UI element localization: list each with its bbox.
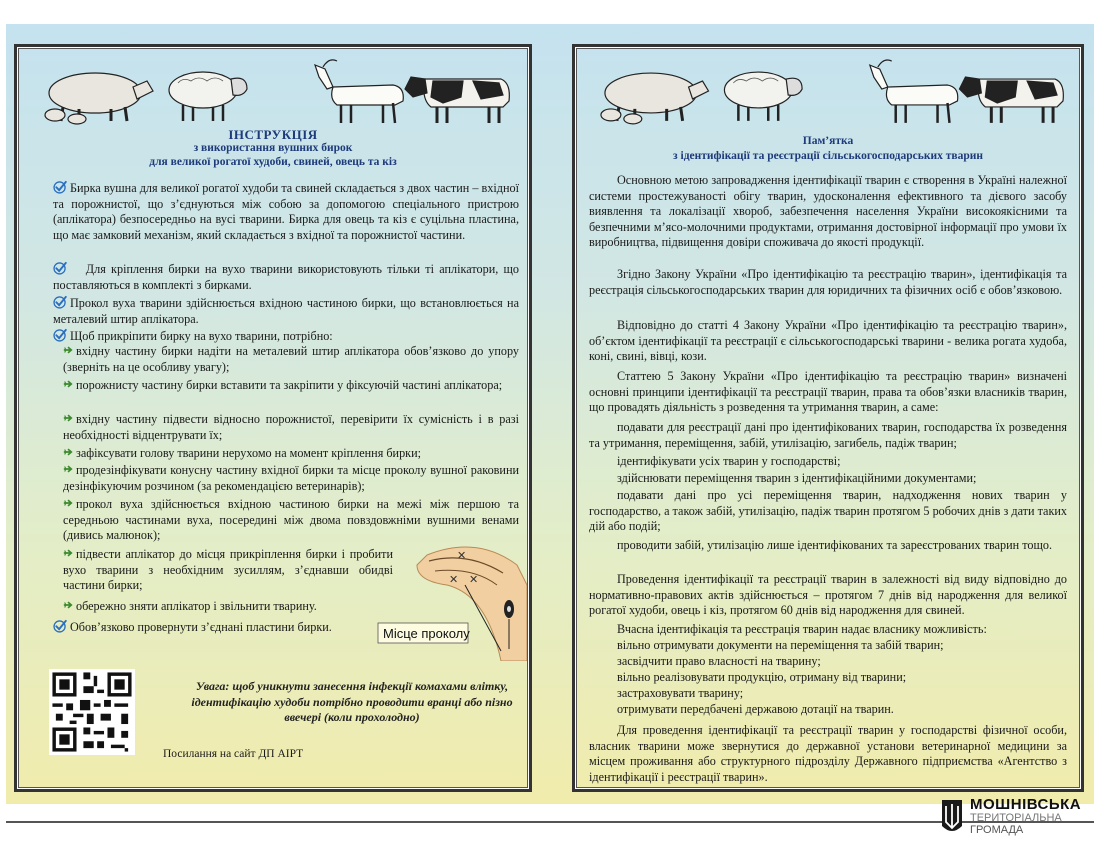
check-icon [53,261,67,275]
arrow-bullet-icon [63,413,73,423]
memo-paragraph: Статтею 5 Закону України «Про ідентифікацію та реєстрацію тварин» визначені основні принципи ідентифікації та реєстрації тварин, права та обов’язки власників тварин, що провадять діяльність з розведення та утримання тварин, а саме: [589,369,1067,415]
arrow-bullet-icon [63,600,73,610]
check-icon [53,619,67,633]
svg-text:✕: ✕ [449,574,459,586]
warning-note: Увага: щоб уникнути занесення інфекції комахами влітку, ідентифікацію худоби потрібно проводити вранці або пізно ввечері (коли прохолодно) [191,679,513,724]
memo-paragraph: ідентифікувати усіх тварин у господарстві; [617,454,841,468]
logo-line-1: МОШНІВСЬКА [970,796,1082,813]
ear-label: Місце проколу [383,626,470,641]
arrow-bullet-icon [63,345,73,355]
paragraph-applicators [53,261,519,293]
page-bottom-line [6,821,1094,823]
step-list-item [63,547,393,594]
logo-line-2: ТЕРИТОРІАЛЬНА [970,812,1062,824]
leaflet-sheet [6,24,1094,804]
check-icon [53,328,67,342]
memo-paragraph: Згідно Закону України «Про ідентифікацію та реєстрацію тварин», ідентифікація та реєстрація сільськогосподарських тварин для юридичних та фізичних осіб є обов’язковою. [589,267,1067,297]
svg-text:✕: ✕ [469,574,479,586]
step-list-item [63,344,519,375]
step-list-item [63,378,519,394]
check-icon [53,295,67,309]
arrow-bullet-icon [63,498,73,508]
memo-paragraph: здійснювати переміщення тварин з ідентифікаційними документами; [617,471,977,485]
instruction-panel [14,44,532,792]
memo-final-paragraph: Для проведення ідентифікації та реєстрації тварин у господарстві фізичної особи, власник тварини може звернутися до державної установи ветеринарної медицини за місцем проживання або структурного підрозділу Державного підприємства «Агентство з ідентифікації і реєстрації тварин». [589,723,1067,784]
step-text: продезінфікувати конусну частину вхідної бирки та місце проколу вушної раковини дезінфікуючим розчином (за рекомендацією ветеринарів); [63,463,519,493]
step-list-item [63,412,519,443]
paragraph-text: Бирка вушна для великої рогатої худоби та свиней складається з двох частин – вхідної та порожнистої, що з’єднуються між собою за допомогою спеціального пристрою (аплікатора) безпосередньо на вусі тварини. Бирка для овець та кіз є суцільна пластина, що має замковий механізм, який складається з вхідної та порожнистої частини. [53,181,519,242]
ear-diagram [377,525,527,661]
possibility-item: застраховувати тварину; [617,686,744,700]
step-list-item [63,463,519,494]
step-text: прокол вуха здійснюється вхідною частиною бирки на межі між першою та середньою частинами вуха, посередині між двома повздовжніми вушними венами (дивись малюнок); [63,497,519,543]
memo-paragraph: проводити забій, утилізацію лише ідентифікованих та зареєстрованих тварин тощо. [617,538,1052,552]
arrow-bullet-icon [63,548,73,558]
farm-animals-illustration [589,57,1067,127]
check-icon [53,180,67,194]
farm-animals-illustration [31,57,515,127]
step-text: вхідну частину бирки надіти на металевий штир аплікатора обов’язково до упору (зверніть на це особливу увагу); [63,344,519,374]
instruction-title: ІНСТРУКЦІЯ [228,127,318,142]
memo-paragraph: Проведення ідентифікації та реєстрації тварин в залежності від виду відповідно до нормативно-правових актів здійснюється – протягом 7 днів від народження для великої рогатої худоби, овець і кіз, протягом 60 днів від народження для свиней. [589,572,1067,618]
step-list-item [63,446,519,462]
step-text: вхідну частину підвести відносно порожнистої, перевірити їх сумісність і в разі необхідності відцентрувати їх; [63,412,519,442]
possibility-item: отримувати передбачені державою дотації на тварин. [617,702,894,716]
step-text: зафіксувати голову тварини нерухомо на момент кріплення бирки; [76,446,421,460]
step-text: обережно зняти аплікатор і звільнити тварину. [76,599,317,613]
paragraph-text: Для кріплення бирки на вухо тварини використовують тільки ті аплікатори, що поставляються в комплекті з бирками. [53,262,519,292]
instruction-subtitle-2: для великої рогатої худоби, свиней, овець та кіз [149,156,397,168]
qr-caption: Посилання на сайт ДП АІРТ [163,748,304,760]
step-list-item [63,599,393,615]
instruction-subtitle-1: з використання вушних бирок [193,142,353,154]
arrow-bullet-icon [63,447,73,457]
possibility-item: засвідчити право власності на тварину; [617,654,821,668]
memo-panel [572,44,1084,792]
svg-text:✕: ✕ [457,550,467,562]
paragraph-text: Обов’язково провернути з’єднані пластини бирки. [70,620,332,634]
possibility-item: вільно отримувати документи на переміщення та забій тварин; [617,638,944,652]
paragraph-tag-description [53,180,519,243]
paragraph-text: Щоб прикріпити бирку на вухо тварини, потрібно: [70,329,333,343]
paragraph-rotate-plates [53,619,393,636]
paragraph-puncture [53,295,519,327]
memo-paragraph: Вчасна ідентифікація та реєстрація тварин надає власнику можливість: [617,622,987,636]
arrow-bullet-icon [63,464,73,474]
paragraph-text: Прокол вуха тварини здійснюється вхідною частиною бирки, що встановлюється на металевий штир аплікатора. [53,296,519,326]
trident-emblem-icon [940,798,964,836]
paragraph-how-to-attach [53,328,519,345]
memo-paragraph: Основною метою запровадження ідентифікації тварин є створення в Україні належної системи простежуваності обігу тварин, удосконалення ефективного та дієвого засобу виявлення та локалізації хвороб, забезпечення населення України високоякісними та безпечними м’ясо-молочними продуктами, отримання достовірної інформації про умови їх виробництва, підвищення довіри споживача до якості продукції. [589,173,1067,250]
memo-subtitle: з ідентифікації та реєстрації сільськогосподарських тварин [673,150,983,162]
memo-paragraph: подавати дані про усі переміщення тварин, надходження нових тварин у господарство, а також забій, утилізацію, падіж тварин протягом 5 робочих днів з дати таких дій або подій; [589,488,1067,534]
step-text: підвести аплікатор до місця прикріплення бирки і пробити вухо тварини з необхідним зусиллям, з’єднавши обидві частини бирки; [63,547,393,593]
memo-paragraph: подавати для реєстрації дані про ідентифікованих тварин, господарства їх розведення та утримання, переміщення, забій, утилізацію, загибель, падіж тварин; [589,420,1067,450]
community-logo [940,796,1090,840]
arrow-bullet-icon [63,379,73,389]
qr-code[interactable] [49,669,135,755]
step-text: порожнисту частину бирки вставити та закріпити у фіксуючій частині аплікатора; [76,378,503,392]
memo-title: Пам’ятка [802,135,854,147]
possibility-item: вільно реалізовувати продукцію, отриману від тварини; [617,670,907,684]
memo-paragraph: Відповідно до статті 4 Закону України «Про ідентифікацію та реєстрацію тварин», об’єктом ідентифікації та реєстрації є сільськогосподарські тварини - велика рогата худоба, коні, свині, вівці, кози. [589,318,1067,364]
logo-line-3: ГРОМАДА [970,824,1024,836]
